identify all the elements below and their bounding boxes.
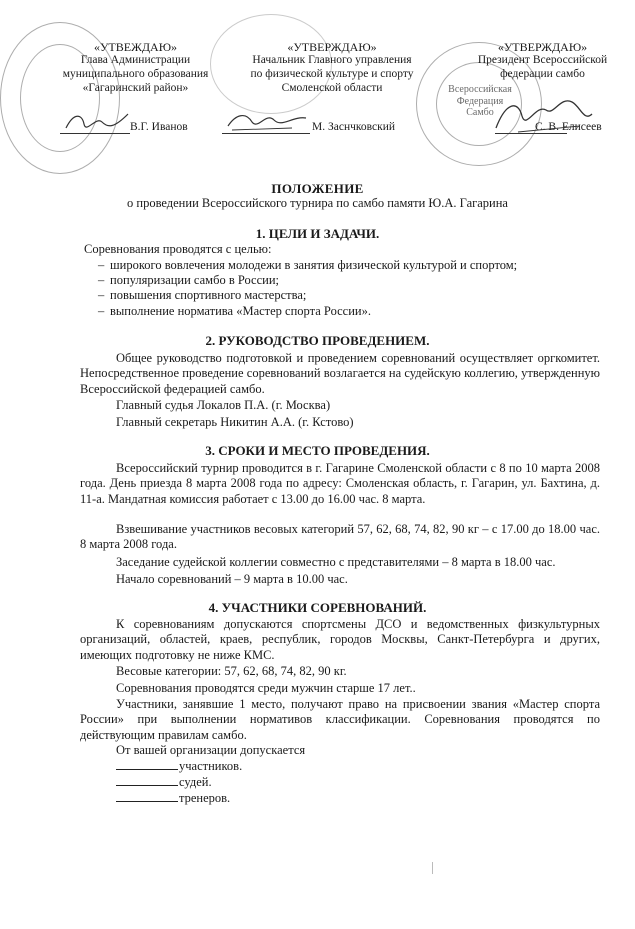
section-1-intro: Соревнования проводятся с целью: (84, 242, 272, 256)
approval-line: муниципального образования (62, 68, 209, 81)
document-subtitle: о проведении Всероссийского турнира по самбо памяти Ю.А. Гагарина (127, 196, 508, 210)
right-seal-text-line: Всероссийская (448, 84, 512, 95)
blank-underline (116, 775, 178, 786)
section-3-paragraph: Заседание судейской коллегии совместно с представителями – 8 марта в 18.00 час. (116, 555, 556, 569)
document-title: ПОЛОЖЕНИЕ (271, 181, 364, 196)
approval-block-left (48, 40, 223, 96)
list-bullet: – (98, 304, 105, 318)
fill-in-label: судей. (179, 775, 212, 789)
section-4-title: 4. УЧАСТНИКИ СОРЕВНОВАНИЙ. (208, 600, 427, 615)
section-4-paragraph: К соревнованиям допускаются спортсмены ДСО и ведомственных физкультурных организаций, областей, краев, республик, городов Москвы, Санкт-Петербурга и других, имеющих подготовку не ниже КМС. (80, 617, 600, 662)
approval-line: Смоленской области (281, 81, 383, 94)
approval-line: федерации самбо (500, 68, 585, 81)
approval-title: «УТВЕРЖДАЮ» (497, 40, 588, 54)
section-4-paragraph: Весовые категории: 57, 62, 68, 74, 82, 90 кг. (116, 664, 347, 678)
section-4-paragraph: Участники, занявшие 1 место, получают право на присвоении звания «Мастер спорта России» при выполнении нормативов классификации. Соревнования проводятся по действующим правилам самбо. (80, 697, 600, 742)
right-seal-text-line: Федерация (456, 95, 504, 107)
section-3-paragraph: Взвешивание участников весовых категорий 57, 62, 68, 74, 82, 90 кг – с 17.00 до 18.00 час. 8 марта 2008 года. (80, 522, 600, 552)
section-2-paragraph: Общее руководство подготовкой и проведением соревнований осуществляет оргкомитет. Непосредственное проведение соревнований возлагается на судейскую коллегию, утвержденную Всероссийской федерацией самбо. (80, 351, 600, 396)
list-item: широкого вовлечения молодежи в занятия физической культурой и спортом; (110, 258, 518, 272)
list-item: популяризации самбо в России; (110, 273, 280, 287)
approval-line: «Гагаринский район» (82, 81, 189, 94)
blank-underline (116, 759, 178, 770)
chief-secretary: Главный секретарь Никитин А.А. (г. Кстово) (116, 415, 354, 429)
signer-name-middle: М. Заснчковский (312, 121, 395, 133)
fill-in-line (116, 775, 212, 790)
list-item: повышения спортивного мастерства; (110, 288, 307, 302)
approval-line: Глава Администрации (80, 54, 191, 67)
section-4-paragraph: Соревнования проводятся среди мужчин старше 17 лет.. (116, 681, 416, 695)
section-3-title: 3. СРОКИ И МЕСТО ПРОВЕДЕНИЯ. (205, 443, 430, 458)
right-seal-text-line: Самбо (466, 107, 494, 118)
signer-name-right: С. В. Елисеев (535, 121, 602, 133)
list-item: выполнение норматива «Мастер спорта России». (110, 304, 371, 318)
handwritten-signature-middle (222, 108, 312, 134)
approval-title: «УТВЕЖДАЮ» (93, 40, 178, 54)
approval-title: «УТВЕРЖДАЮ» (287, 40, 377, 54)
approval-line: Начальник Главного управления (252, 54, 412, 67)
section-3-paragraph: Всероссийский турнир проводится в г. Гагарине Смоленской области с 8 по 10 марта 2008 года. День приезда 8 марта 2008 года по адресу: Смоленская область, г. Гагарин, ул. Бахтина, д. 11-а. Мандатная комиссия работает с 13.00 до 16.00 час. 8 марта. (80, 461, 600, 506)
approval-block-right (455, 40, 630, 82)
list-bullet: – (98, 288, 105, 302)
section-3-paragraph: Начало соревнований – 9 марта в 10.00 час. (116, 572, 348, 586)
handwritten-signature-right (488, 92, 598, 138)
approval-block-middle (232, 40, 432, 96)
fill-in-label: участников. (179, 759, 243, 773)
section-1-title: 1. ЦЕЛИ И ЗАДАЧИ. (255, 226, 380, 241)
fill-in-label: тренеров. (179, 791, 231, 805)
handwritten-signature-left (62, 108, 132, 134)
section-2-title: 2. РУКОВОДСТВО ПРОВЕДЕНИЕМ. (205, 333, 430, 348)
list-bullet: – (98, 258, 105, 272)
approval-line: Президент Всероссийской (477, 54, 608, 67)
scan-artifact-mark (432, 862, 433, 874)
section-4-paragraph: От вашей организации допускается (116, 743, 306, 757)
signer-name-left: В.Г. Иванов (130, 121, 188, 133)
list-bullet: – (98, 273, 105, 287)
approval-line: по физической культуре и спорту (250, 68, 414, 81)
blank-underline (116, 791, 178, 802)
fill-in-line (116, 791, 230, 806)
fill-in-line (116, 759, 242, 774)
chief-judge: Главный судья Локалов П.А. (г. Москва) (116, 398, 331, 412)
